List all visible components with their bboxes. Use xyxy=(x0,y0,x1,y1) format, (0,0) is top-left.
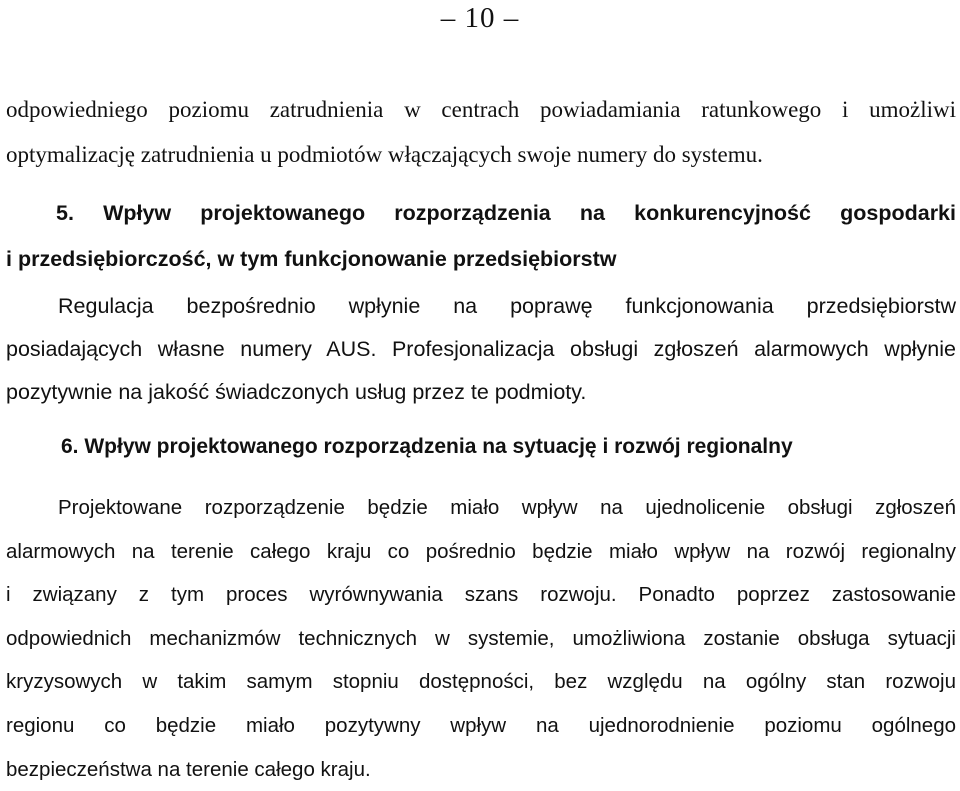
section-6-heading xyxy=(6,432,956,462)
paragraph-intro xyxy=(6,87,956,177)
text-line: bezpieczeństwa na terenie całego kraju. xyxy=(6,757,371,781)
text-line: pozytywnie na jakość świadczonych usług przez te podmioty. xyxy=(6,380,587,404)
text-line: Regulacja bezpośrednio wpłynie na poprawę funkcjonowania przedsiębiorstw xyxy=(58,294,956,318)
text-line: kryzysowych w takim samym stopniu dostępności, bez względu na ogólny stan rozwoju xyxy=(6,670,956,694)
section-5-body xyxy=(6,285,956,414)
heading-line: 5. Wpływ projektowanego rozporządzenia na konkurencyjność gospodarki xyxy=(56,201,956,225)
section-5-heading xyxy=(6,190,956,282)
text-line: i związany z tym proces wyrównywania szans rozwoju. Ponadto poprzez zastosowanie xyxy=(6,583,956,607)
text-line: alarmowych na terenie całego kraju co pośrednio będzie miało wpływ na rozwój regionalny xyxy=(6,539,956,563)
section-6-body xyxy=(6,486,956,791)
page-number: – 10 – xyxy=(440,2,520,34)
text-line: regionu co będzie miało pozytywny wpływ na ujednorodnienie poziomu ogólnego xyxy=(6,713,956,737)
heading-line: i przedsiębiorczość, w tym funkcjonowanie przedsiębiorstw xyxy=(6,247,617,271)
text-line: Projektowane rozporządzenie będzie miało wpływ na ujednolicenie obsługi zgłoszeń xyxy=(58,496,956,519)
text-line: odpowiednich mechanizmów technicznych w systemie, umożliwiona zostanie obsługa sytuacji xyxy=(6,626,956,650)
heading-line: 6. Wpływ projektowanego rozporządzenia na sytuację i rozwój regionalny xyxy=(61,435,793,458)
text-line: optymalizację zatrudnienia u podmiotów włączających swoje numery do systemu. xyxy=(6,142,763,167)
text-line: odpowiedniego poziomu zatrudnienia w centrach powiadamiania ratunkowego i umożliwi xyxy=(6,97,956,122)
text-line: posiadających własne numery AUS. Profesjonalizacja obsługi zgłoszeń alarmowych wpłynie xyxy=(6,337,956,361)
